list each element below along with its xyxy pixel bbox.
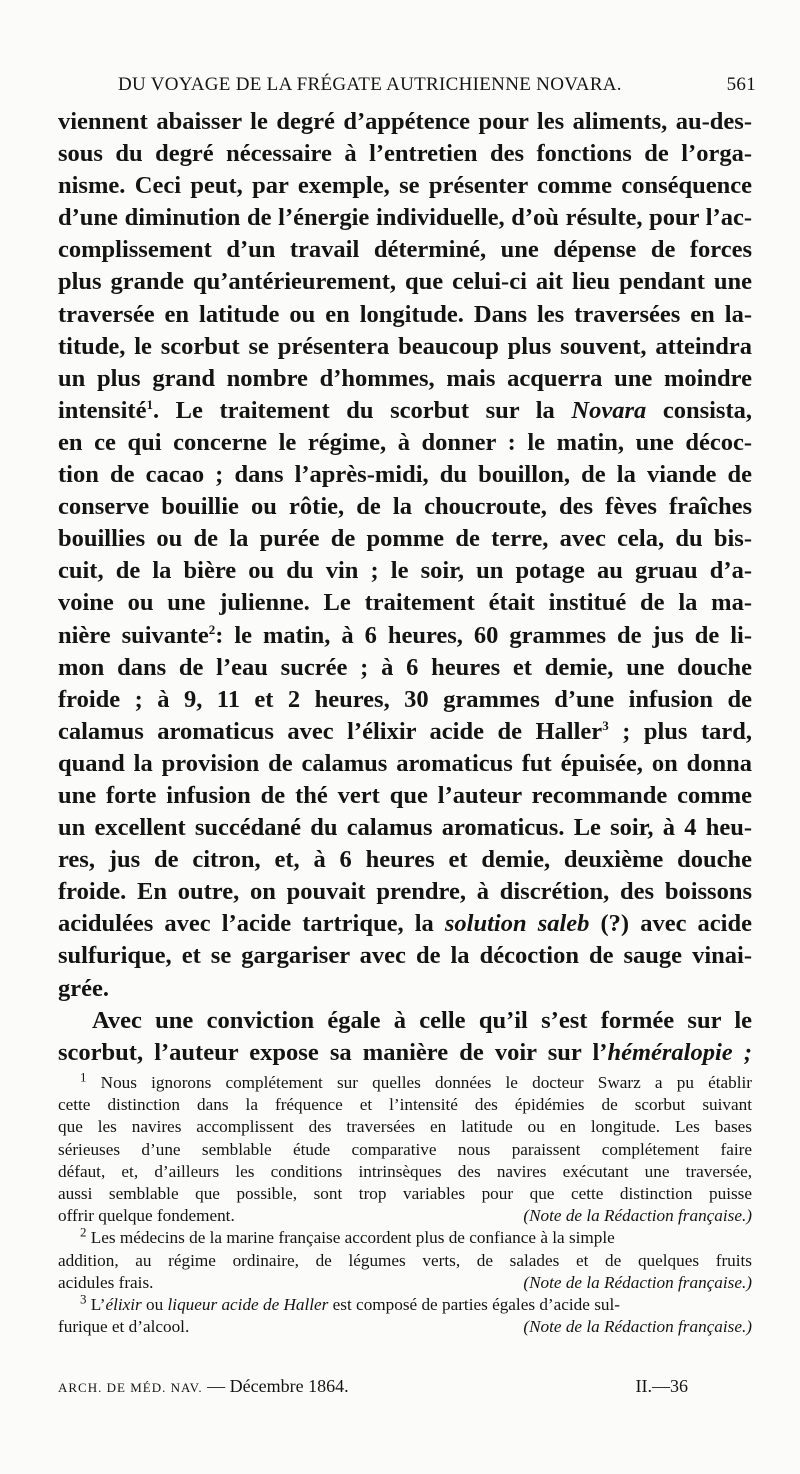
footnote-3-line: [58, 1291, 752, 1316]
footnote-1-line: que les navires accomplissent des traversées en latitude ou en longitude. Les bases: [58, 1117, 752, 1137]
text-line: quand la provision de calamus aromaticus fut épuisée, on donna: [58, 749, 752, 777]
text-line: [58, 908, 752, 940]
footnote-2-line: addition, au régime ordinaire, de légumes verts, de salades et de quelques fruits: [58, 1250, 752, 1270]
text-fragment: consista,: [646, 396, 752, 424]
text-line: tion de cacao ; dans l’après-midi, du bouillon, de la viande de: [58, 461, 752, 489]
text-line: titude, le scorbut se présentera beaucoup plus souvent, atteindra: [58, 332, 752, 360]
footnote-text: furique et d’alcool.: [58, 1317, 190, 1337]
text-line: nisme. Ceci peut, par exemple, se présenter comme conséquence: [58, 172, 752, 200]
footnote-text: est composé de parties égales d’acide sul-: [328, 1294, 620, 1314]
italic-term: liqueur acide de Haller: [167, 1294, 329, 1314]
footnote-1-line: [58, 1069, 752, 1094]
footnote-1-line: aussi semblable que possible, sont trop variables pour que cette distinction puisse: [58, 1183, 752, 1203]
footnote-2-line: [58, 1224, 752, 1249]
footnote-text: L’: [90, 1294, 106, 1314]
footnote-ref-1: 1: [146, 396, 153, 412]
italic-term: solution saleb: [444, 910, 590, 938]
footnote-text: ou: [141, 1294, 168, 1314]
footnote-3-line: [58, 1316, 752, 1338]
main-text: [58, 106, 752, 1069]
text-fragment: (?) avec acide: [589, 910, 752, 938]
footnote-text: offrir quelque fondement.: [58, 1206, 235, 1226]
footnote-mark-3: 3: [80, 1291, 87, 1307]
text-line: en ce qui concerne le régime, à donner : le matin, une décoc-: [58, 428, 752, 456]
text-line: mon dans de l’eau sucrée ; à 6 heures et demie, une douche: [58, 653, 752, 681]
text-fragment: acidulées avec l’acide tartrique, la: [58, 910, 445, 938]
page-number: 561: [726, 74, 756, 95]
text-line: bouillies ou de la purée de pomme de terre, avec cela, du bis-: [58, 525, 752, 553]
footer-journal: [58, 1376, 349, 1397]
text-line: conserve bouillie ou rôtie, de la choucroute, des fèves fraîches: [58, 493, 752, 521]
footnote-text: Les médecins de la marine française accordent plus de confiance à la simple: [90, 1228, 615, 1248]
footnote-1-line: sérieuses d’une semblable étude comparative nous paraissent complétement faire: [58, 1139, 752, 1159]
footnote-1-line: défaut, et, d’ailleurs les conditions intrinsèques des navires exécutant une traversée,: [58, 1161, 752, 1181]
text-line: plus grande qu’antérieurement, que celui-ci ait lieu pendant une: [58, 268, 752, 296]
text-line: [58, 1037, 752, 1069]
text-line: traversée en latitude ou en longitude. Dans les traversées en la-: [58, 300, 752, 328]
footnote-attribution: (Note de la Rédaction française.): [523, 1272, 752, 1292]
text-line: sulfurique, et se gargariser avec de la décoction de sauge vinai-: [58, 942, 752, 970]
text-line: un plus grand nombre d’hommes, mais acquerra une moindre: [58, 364, 752, 392]
italic-term: élixir: [105, 1294, 142, 1314]
text-line: res, jus de citron, et, à 6 heures et demie, deuxième douche: [58, 846, 752, 874]
text-line: sous du degré nécessaire à l’entretien des fonctions de l’orga-: [58, 140, 752, 168]
text-fragment: . Le traitement du scorbut sur la: [152, 396, 572, 424]
footnote-text: Nous ignorons complétement sur quelles données le docteur Swarz a pu établir: [100, 1073, 752, 1092]
ship-name: Novara: [571, 396, 647, 424]
text-line: grée.: [58, 974, 109, 1002]
footnote-text: acidules frais.: [58, 1272, 154, 1292]
text-line: Avec une conviction égale à celle qu’il s’est formée sur le: [92, 1006, 752, 1034]
text-line: [58, 716, 752, 748]
footnote-attribution: (Note de la Rédaction française.): [523, 1317, 752, 1337]
page-footer: [58, 1376, 688, 1402]
running-head: [118, 74, 756, 104]
footer-signature-mark: II.—36: [635, 1376, 688, 1396]
footnote-1-line: cette distinction dans la fréquence et l’intensité des épidémies de scorbut suivant: [58, 1095, 752, 1115]
text-line: viennent abaisser le degré d’appétence pour les aliments, au-des-: [58, 108, 752, 135]
footnote-mark-1: 1: [80, 1069, 87, 1085]
text-fragment: : le matin, à 6 heures, 60 grammes de jus de li-: [215, 621, 752, 649]
footnotes: [58, 1069, 752, 1338]
text-fragment: intensité: [58, 396, 147, 424]
footnote-ref-2: 2: [208, 621, 216, 637]
text-fragment: ; plus tard,: [608, 717, 752, 745]
italic-term: héméralopie ;: [607, 1038, 752, 1066]
text-line: [58, 620, 752, 652]
footnote-attribution: (Note de la Rédaction française.): [523, 1206, 752, 1226]
text-line: une forte infusion de thé vert que l’auteur recommande comme: [58, 781, 752, 809]
text-line: cuit, de la bière ou du vin ; le soir, un potage au gruau d’a-: [58, 557, 752, 585]
text-line: d’une diminution de l’énergie individuelle, d’où résulte, pour l’ac-: [58, 204, 752, 232]
text-line: voine ou une julienne. Le traitement était institué de la ma-: [58, 589, 752, 617]
footnote-2-line: [58, 1272, 752, 1294]
footnote-ref-3: 3: [602, 717, 609, 733]
footnote-1-line: [58, 1205, 752, 1227]
text-fragment: scorbut, l’auteur expose sa manière de voir sur l’: [58, 1038, 608, 1066]
text-line: froide ; à 9, 11 et 2 heures, 30 grammes d’une infusion de: [58, 685, 752, 713]
text-line: complissement d’un travail déterminé, une dépense de forces: [58, 236, 752, 264]
text-line: un excellent succédané du calamus aromaticus. Le soir, à 4 heu-: [58, 814, 752, 842]
text-fragment: calamus aromaticus avec l’élixir acide de Haller: [58, 717, 603, 745]
footer-journal-abbrev: ARCH. DE MÉD. NAV.: [58, 1380, 203, 1395]
footnote-mark-2: 2: [80, 1224, 87, 1240]
text-line: froide. En outre, on pouvait prendre, à discrétion, des boissons: [58, 878, 752, 906]
running-head-title: DU VOYAGE DE LA FRÉGATE AUTRICHIENNE NOVARA.: [118, 74, 622, 95]
text-line: [58, 395, 752, 427]
text-fragment: nière suivante: [58, 621, 209, 649]
footer-date: — Décembre 1864.: [202, 1376, 349, 1396]
